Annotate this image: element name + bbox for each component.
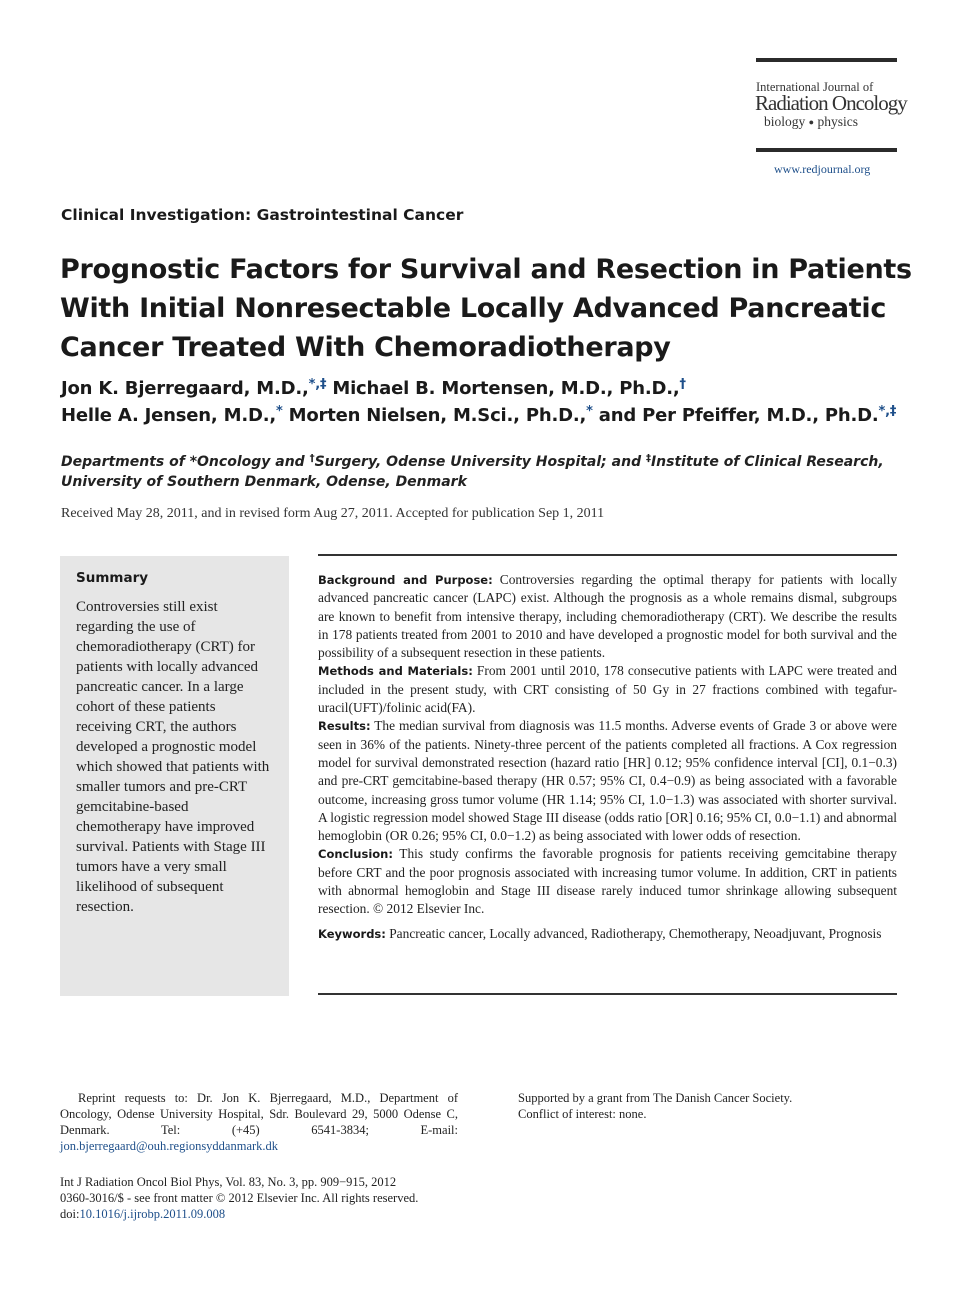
journal-name-line1: International Journal of — [756, 80, 874, 94]
conflict-text: Conflict of interest: none. — [518, 1107, 647, 1121]
affiliation-mark: † — [309, 453, 315, 464]
email-link[interactable]: jon.bjerregaard@ouh.regionsyddanmark.dk — [60, 1139, 279, 1153]
abstract-results-text: The median survival from diagnosis was 11.5 months. Adverse events of Grade 3 or above were seen in 36% of the patients. Ninety-three percent of the patients completed all fractions. A Cox regression model for survival demonstrated resection (hazard ratio [HR] 0.12; 95% confidence interval [CI], 0.1−0.3) and pre-CRT gemcitabine-based therapy (HR 0.57; 95% CI, 0.4−0.9) as being associated with a favorable outcome, increasing gross tumor volume (HR 1.14; 95% CI, 1.0−1.3) was associated with shorter survival. A logistic regression model showed Stage III disease (odds ratio [OR] 0.16; 95% CI, 0.0−1.1) and abnormal hemoglobin (OR 0.26; 95% CI, 0.0−1.2) as being associated with lower odds of resection. — [318, 718, 897, 844]
abstract-conclusion-text: This study confirms the favorable prognosis for patients receiving gemcitabine therapy before CRT and the poor prognosis associated with increasing tumor volume. In addition, CRT in patients with abnormal hemoglobin and Stage III disease rarely induced tumor shrinkage allowing subsequent resection. © 2012 Elsevier Inc. — [318, 846, 897, 917]
support-text: Supported by a grant from The Danish Cancer Society. — [518, 1091, 793, 1105]
author-name: Morten Nielsen, M.Sci., Ph.D., — [282, 405, 587, 426]
abstract-rule-top — [318, 554, 897, 556]
affiliation-text: Surgery, Odense University Hospital; and — [314, 454, 646, 470]
journal-url-link[interactable]: www.redjournal.org — [774, 162, 871, 176]
abstract-methods — [318, 662, 897, 717]
received-dates: Received May 28, 2011, and in revised form Aug 27, 2011. Accepted for publication Sep 1, 2011 — [61, 506, 605, 521]
authors-line-2 — [61, 404, 896, 426]
affiliation-mark: ‡ — [645, 453, 651, 464]
journal-name-line3 — [764, 114, 858, 130]
section-label: Clinical Investigation: Gastrointestinal Cancer — [61, 206, 464, 224]
abstract-conclusion-heading: Conclusion: — [318, 847, 393, 862]
citation-line: Int J Radiation Oncol Biol Phys, Vol. 83, No. 3, pp. 909−915, 2012 — [60, 1175, 397, 1189]
authors-line-1 — [61, 377, 686, 399]
keywords-text: Pancreatic cancer, Locally advanced, Radiotherapy, Chemotherapy, Neoadjuvant, Prognosis — [385, 925, 882, 941]
citation-block — [60, 1174, 418, 1223]
journal-name-line2: Radiation Oncology — [755, 91, 907, 115]
author-affiliation-mark[interactable]: *,‡ — [308, 377, 327, 392]
reprint-text: Reprint requests to: Dr. Jon K. Bjerregaard, M.D., Department of Oncology, Odense University Hospital, Sdr. Boulevard 29, 5000 Odense C, Denmark. Tel: (+45) 6541-3834; E-mail: — [60, 1091, 458, 1137]
affiliation — [61, 449, 897, 492]
affiliation-text: Departments of *Oncology and — [61, 454, 310, 470]
affiliation-text: Institute of Clinical Research, University of Southern Denmark, Odense, Denmark — [61, 454, 884, 490]
abstract-background-text: Controversies regarding the optimal therapy for patients with locally advanced pancreatic cancer (LAPC) exist. Although the prognosis as a whole remains dismal, subgroups are known to benefit from intensive therapy, including chemoradiotherapy (CRT). We describe the results in 178 patients treated from 2001 to 2010 and have developed a prognostic model for both survival and the possibility of a subsequent resection in these patients. — [318, 572, 898, 661]
abstract-results — [318, 717, 897, 845]
funding-footnote — [518, 1090, 792, 1122]
paper-title: Prognostic Factors for Survival and Resection in Patients With Initial Nonresectable Locally Advanced Pancreatic Cancer Treated With Chemoradiotherapy — [60, 254, 912, 363]
author-name: Jon K. Bjerregaard, M.D., — [61, 378, 309, 399]
keywords-heading: Keywords: — [318, 926, 386, 941]
author-affiliation-mark[interactable]: † — [679, 377, 686, 392]
summary-heading: Summary — [76, 570, 149, 586]
abstract-rule-bottom — [318, 993, 897, 995]
author-affiliation-mark[interactable]: * — [586, 404, 593, 419]
abstract-methods-text: From 2001 until 2010, 178 consecutive patients with LAPC were treated and included in the present study, with CRT consisting of 50 Gy in 27 fractions combined with tegafur-uracil(UFT)/folinic acid(FA). — [318, 663, 898, 716]
abstract-conclusion — [318, 845, 897, 918]
abstract-background — [318, 571, 897, 662]
abstract-background-heading: Background and Purpose: — [318, 573, 493, 587]
author-affiliation-mark[interactable]: *,‡ — [878, 404, 897, 419]
journal-header-rule-top — [756, 58, 897, 62]
author-name: and Per Pfeiffer, M.D., Ph.D. — [592, 405, 879, 426]
author-name: Helle A. Jensen, M.D., — [61, 405, 276, 426]
doi-label: doi: — [60, 1207, 80, 1222]
abstract-methods-heading: Methods and Materials: — [318, 664, 473, 679]
author-name: Michael B. Mortensen, M.D., Ph.D., — [326, 378, 680, 399]
journal-subtitle-right: physics — [817, 114, 858, 129]
journal-subtitle-left: biology — [764, 114, 806, 129]
abstract-results-heading: Results: — [318, 719, 371, 734]
reprint-footnote — [60, 1090, 458, 1154]
abstract-keywords — [318, 925, 897, 943]
bullet-icon: ● — [808, 117, 815, 127]
abstract — [318, 571, 897, 943]
author-affiliation-mark[interactable]: * — [275, 404, 283, 419]
doi-line — [60, 1206, 418, 1222]
summary-text: Controversies still exist regarding the use of chemoradiotherapy (CRT) for patients with locally advanced pancreatic cancer. In a large cohort of these patients receiving CRT, the authors developed a prognostic model which showed that patients with smaller tumors and pre-CRT gemcitabine-based chemotherapy have improved survival. Patients with Stage III tumors have a very small likelihood of subsequent resection. — [76, 599, 270, 915]
copyright-line: 0360-3016/$ - see front matter © 2012 Elsevier Inc. All rights reserved. — [60, 1191, 419, 1206]
doi-link[interactable]: 10.1016/j.ijrobp.2011.09.008 — [79, 1207, 226, 1222]
journal-header-rule-bottom — [756, 148, 897, 152]
